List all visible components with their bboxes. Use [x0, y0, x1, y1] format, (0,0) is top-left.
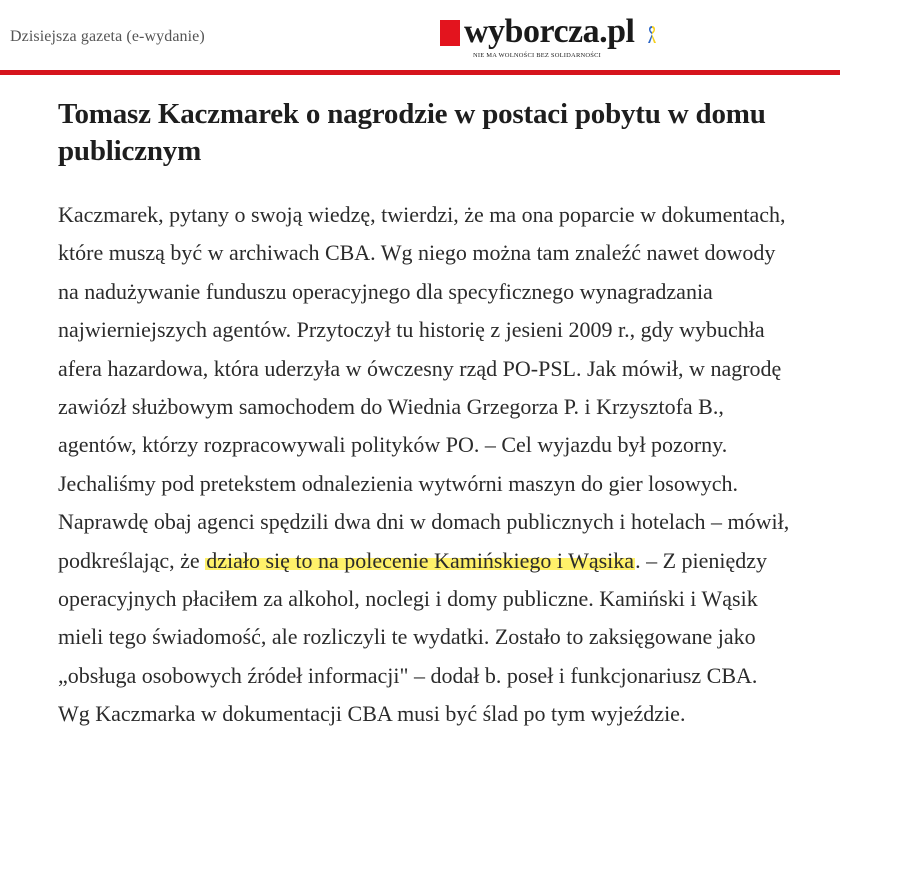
- logo-tagline: NIE MA WOLNOŚCI BEZ SOLIDARNOŚCI: [473, 52, 601, 59]
- article-title: Tomasz Kaczmarek o nagrodzie w postaci pobytu w domu publicznym: [58, 98, 766, 167]
- logo-wordmark: wyborcza.pl: [464, 13, 635, 50]
- site-header: [0, 0, 840, 70]
- article-text-before: Kaczmarek, pytany o swoją wiedzę, twierdzi, że ma ona poparcie w dokumentach, które muszą być w archiwach CBA. Wg niego można tam znaleźć nawet dowody na nadużywanie funduszu operacyjnego dla specyficznego wynagradzania najwierniejszych agentów. Przytoczył tu historię z jesieni 2009 r., gdy wybuchła afera hazardowa, która uderzyła w ówczesny rząd PO-PSL. Jak mówił, w nagrodę zawiózł służbowym samochodem do Wiednia Grzegorza P. i Krzysztofa B., agentów, którzy rozpracowywali polityków PO. – Cel wyjazdu był pozorny. Jechaliśmy pod pretekstem odnalezienia wytwórni maszyn do gier losowych. Naprawdę obaj agenci spędzili dwa dni w domach publicznych i hotelach – mówił, podkreślając, że: [58, 202, 790, 573]
- highlighted-text: działo się to na polecenie Kamińskiego i Wąsika: [206, 547, 635, 573]
- header-divider: [0, 70, 840, 75]
- article-text-after: . – Z pieniędzy operacyjnych płaciłem za alkohol, noclegi i domy publiczne. Kamiński i Wąsik mieli tego świadomość, ale rozliczyli te wydatki. Zostało to zaksięgowane jako „obsługa osobowych źródeł informacji" – dodał b. poseł i funkcjonariusz CBA. Wg Kaczmarka w dokumentacji CBA musi być ślad po tym wyjeździe.: [58, 547, 768, 727]
- ukraine-ribbon-icon: [645, 24, 659, 44]
- article-paragraph: [58, 196, 790, 734]
- logo-red-square: [440, 20, 460, 46]
- e-edition-link[interactable]: Dzisiejsza gazeta (e-wydanie): [10, 28, 205, 45]
